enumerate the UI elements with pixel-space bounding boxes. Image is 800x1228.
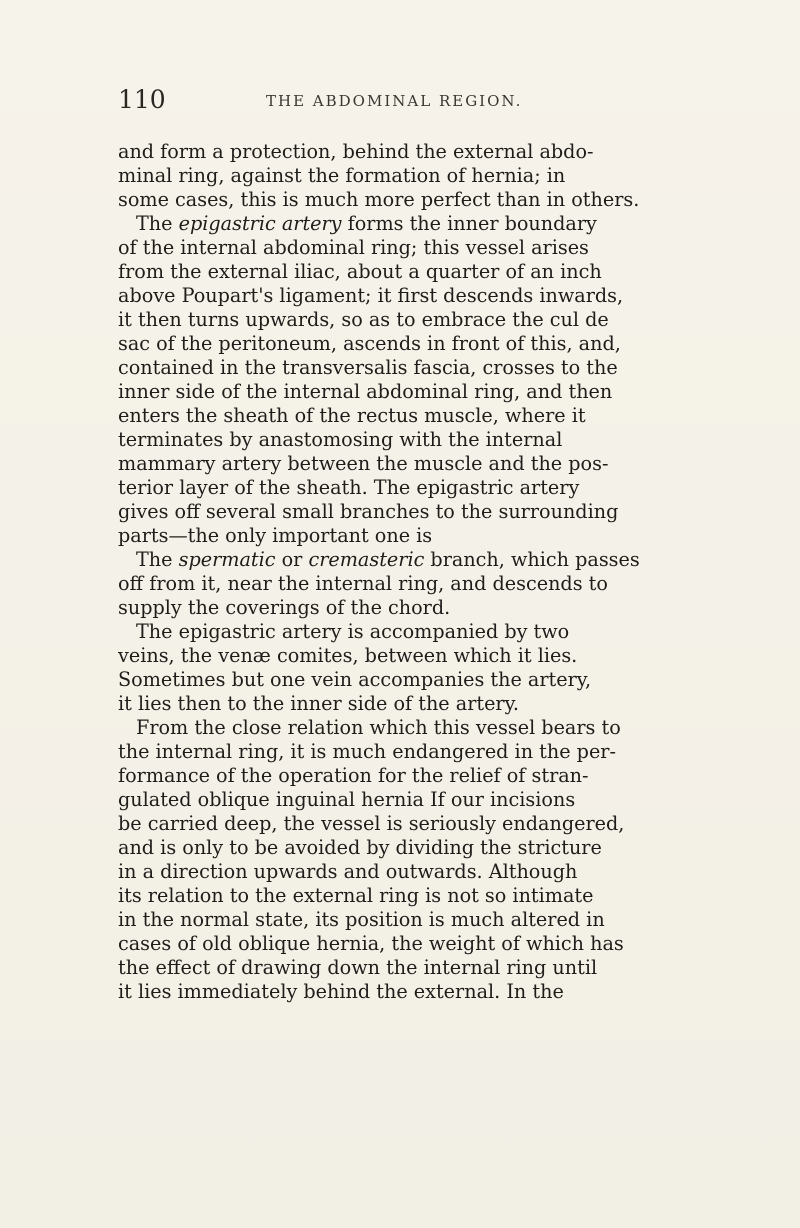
text-line [118,188,678,212]
text-line [118,260,678,284]
text-line [118,884,678,908]
text-line [118,404,678,428]
text-line [118,860,678,884]
text-line [118,524,678,548]
text-run: parts—the only important one is [118,524,433,547]
text-run: The [136,212,179,235]
text-line [118,428,678,452]
text-line [118,572,678,596]
text-line [118,668,678,692]
text-line [118,908,678,932]
text-line [118,452,678,476]
text-line [118,164,678,188]
text-run: in the normal state, its position is much altered in [118,908,605,931]
text-line [118,332,678,356]
text-run: contained in the transversalis fascia, crosses to the [118,356,618,379]
text-run: be carried deep, the vessel is seriously endangered, [118,812,625,835]
page-header [118,86,718,116]
text-run: formance of the operation for the relief of stran- [118,764,589,787]
text-run: From the close relation which this vessel bears to [136,716,621,739]
text-run: above Poupart's ligament; it first descends inwards, [118,284,624,307]
text-line [118,788,678,812]
text-run: gives off several small branches to the surrounding [118,500,619,523]
text-run: supply the coverings of the chord. [118,596,451,619]
text-line [118,740,678,764]
italic-term: epigastric artery [178,212,342,235]
text-run: its relation to the external ring is not so intimate [118,884,594,907]
text-run: off from it, near the internal ring, and descends to [118,572,608,595]
text-run: in a direction upwards and outwards. Although [118,860,578,883]
italic-term: spermatic [178,548,276,571]
text-run: the effect of drawing down the internal ring until [118,956,598,979]
text-run: sac of the peritoneum, ascends in front of this, and, [118,332,621,355]
text-run: forms the inner boundary [341,212,597,235]
text-line [118,212,678,236]
text-line [118,356,678,380]
text-run: it lies then to the inner side of the artery. [118,692,519,715]
text-run: from the external iliac, about a quarter of an inch [118,260,602,283]
text-run: minal ring, against the formation of hernia; in [118,164,566,187]
text-line [118,764,678,788]
text-run: the internal ring, it is much endangered in the per- [118,740,616,763]
text-run: terminates by anastomosing with the internal [118,428,563,451]
italic-term: cremasteric [308,548,425,571]
text-line [118,932,678,956]
text-line [118,620,678,644]
text-line [118,548,678,572]
text-run: enters the sheath of the rectus muscle, where it [118,404,586,427]
text-run: veins, the venæ comites, between which it lies. [118,644,578,667]
text-line [118,980,678,1004]
text-run: branch, which passes [424,548,640,571]
text-run: gulated oblique inguinal hernia If our incisions [118,788,576,811]
text-run: The [136,548,179,571]
text-run: of the internal abdominal ring; this vessel arises [118,236,589,259]
text-line [118,236,678,260]
page-number: 110 [118,85,166,114]
text-line [118,308,678,332]
text-run: The epigastric artery is accompanied by two [136,620,570,643]
text-line [118,692,678,716]
text-line [118,284,678,308]
text-run: some cases, this is much more perfect than in others. [118,188,640,211]
text-run: and is only to be avoided by dividing the stricture [118,836,602,859]
text-run: it then turns upwards, so as to embrace the cul de [118,308,609,331]
text-run: and form a protection, behind the external abdo- [118,140,594,163]
text-line [118,812,678,836]
body-text [118,140,678,1004]
text-line [118,956,678,980]
text-run: it lies immediately behind the external. In the [118,980,564,1003]
text-line [118,500,678,524]
text-line [118,596,678,620]
text-run: mammary artery between the muscle and the pos- [118,452,609,475]
text-line [118,380,678,404]
text-run: inner side of the internal abdominal ring, and then [118,380,613,403]
text-run: cases of old oblique hernia, the weight of which has [118,932,624,955]
text-line [118,836,678,860]
text-line [118,140,678,164]
text-line [118,644,678,668]
text-line [118,476,678,500]
text-run: or [275,548,309,571]
text-line [118,716,678,740]
running-head: THE ABDOMINAL REGION. [266,92,523,110]
text-run: Sometimes but one vein accompanies the artery, [118,668,592,691]
text-run: terior layer of the sheath. The epigastric artery [118,476,580,499]
